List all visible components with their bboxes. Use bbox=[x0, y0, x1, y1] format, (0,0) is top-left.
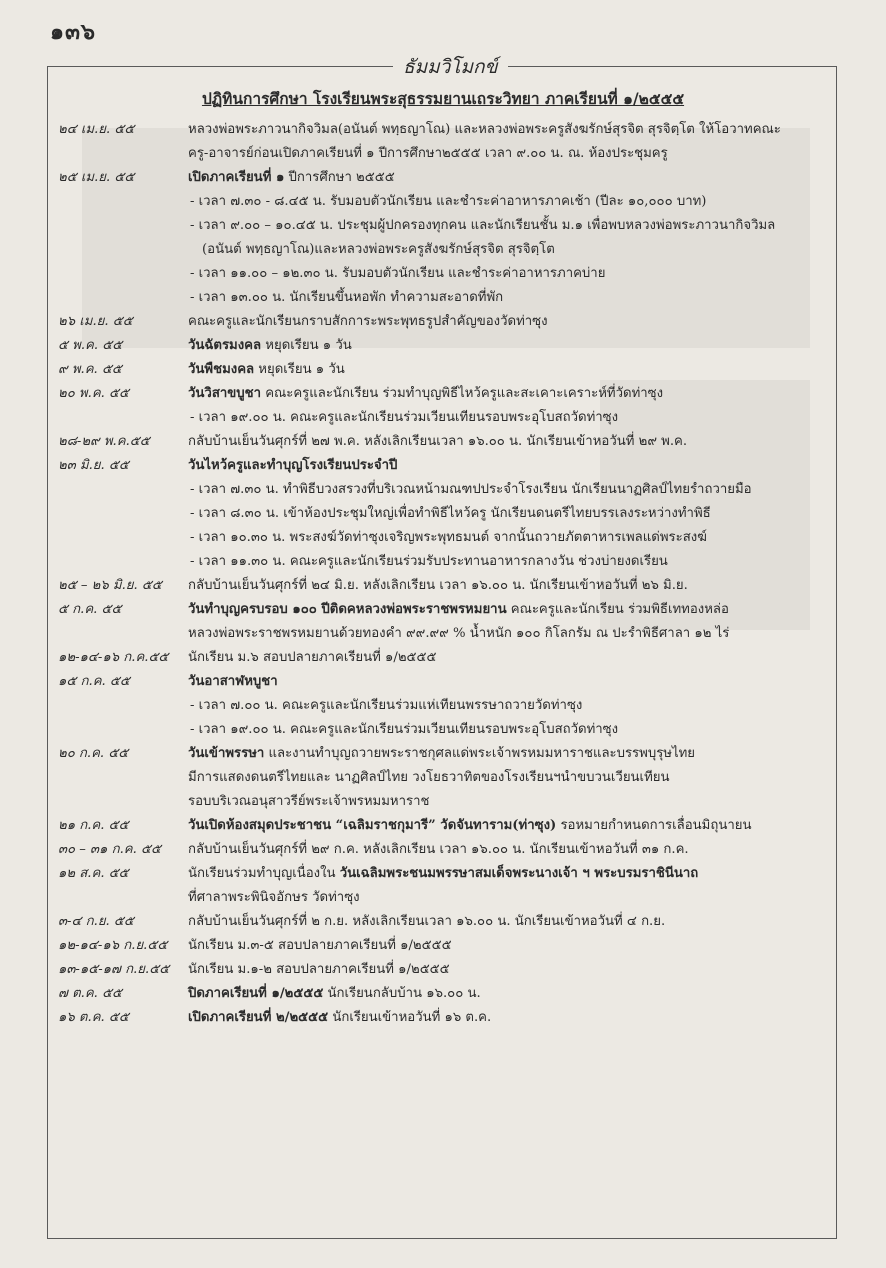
calendar-entry bbox=[58, 166, 828, 310]
entry-date: ๕ ก.ค. ๕๕ bbox=[58, 602, 122, 617]
entry-line bbox=[188, 526, 828, 550]
entry-text: นักเรียน ม.๓-๕ สอบปลายภาคเรียนที่ ๑/๒๕๕๕ bbox=[188, 938, 452, 953]
entry-date: ๒๖ เม.ย. ๕๕ bbox=[58, 314, 133, 329]
entry-line bbox=[188, 358, 828, 382]
entry-text: - เวลา ๙.๐๐ – ๑๐.๔๕ น. ประชุมผู้ปกครองทุกคน และนักเรียนชั้น ม.๑ เพื่อพบหลวงพ่อพระภาวนากิจวิมล bbox=[190, 218, 776, 233]
entry-date: ๒๘-๒๙ พ.ค.๕๕ bbox=[58, 434, 150, 449]
entry-date: ๓๐ – ๓๑ ก.ค. ๕๕ bbox=[58, 842, 161, 857]
entry-date: ๑๕ ก.ค. ๕๕ bbox=[58, 674, 130, 689]
entry-line bbox=[188, 190, 828, 214]
entry-line bbox=[188, 910, 828, 934]
entry-line bbox=[188, 934, 828, 958]
entry-line bbox=[188, 958, 828, 982]
entry-line bbox=[188, 598, 828, 622]
entry-date: ๕ พ.ค. ๕๕ bbox=[58, 338, 123, 353]
entry-date: ๑๒-๑๔-๑๖ ก.ย.๕๕ bbox=[58, 938, 168, 953]
entry-text: - เวลา ๑๑.๓๐ น. คณะครูและนักเรียนร่วมรับประทานอาหารกลางวัน ช่วงบ่ายงดเรียน bbox=[190, 554, 668, 569]
entry-date: ๒๑ ก.ค. ๕๕ bbox=[58, 818, 129, 833]
entry-text: - เวลา ๑๙.๐๐ น. คณะครูและนักเรียนร่วมเวียนเทียนรอบพระอุโบสถวัดท่าซุง bbox=[190, 410, 619, 425]
entry-line bbox=[188, 886, 828, 910]
entry-line bbox=[188, 118, 828, 142]
entry-text: นักเรียน ม.๑-๒ สอบปลายภาคเรียนที่ ๑/๒๕๕๕ bbox=[188, 962, 450, 977]
entry-text: กลับบ้านเย็นวันศุกร์ที่ ๒๙ ก.ค. หลังเลิกเรียน เวลา ๑๖.๐๐ น. นักเรียนเข้าหอวันที่ ๓๑ ก.ค. bbox=[188, 842, 689, 857]
calendar-entry bbox=[58, 646, 828, 670]
entry-line bbox=[188, 310, 828, 334]
entry-line bbox=[188, 574, 828, 598]
entry-line bbox=[188, 718, 828, 742]
entry-date: ๑๒-๑๔-๑๖ ก.ค.๕๕ bbox=[58, 650, 169, 665]
calendar-entry bbox=[58, 574, 828, 598]
entry-lead-text: วันวิสาขบูชา bbox=[188, 386, 262, 401]
calendar-heading: ปฏิทินการศึกษา โรงเรียนพระสุธรรมยานเถระวิทยา ภาคเรียนที่ ๑/๒๕๕๕ bbox=[201, 89, 685, 108]
entry-body bbox=[188, 862, 828, 910]
entry-date: ๒๕ – ๒๖ มิ.ย. ๕๕ bbox=[58, 578, 162, 593]
entry-date: ๙ พ.ค. ๕๕ bbox=[58, 362, 122, 377]
calendar-entry bbox=[58, 862, 828, 910]
entry-lead-text: เปิดภาคเรียนที่ ๒/๒๕๕๕ bbox=[188, 1010, 329, 1025]
entry-date: ๒๕ เม.ย. ๕๕ bbox=[58, 170, 135, 185]
entry-text: ที่ศาลาพระพินิจอักษร วัดท่าซุง bbox=[188, 890, 360, 905]
entry-text: คณะครูและนักเรียน ร่วมพิธีเททองหล่อ bbox=[506, 602, 729, 617]
calendar-entry bbox=[58, 934, 828, 958]
entry-text: นักเรียนร่วมทำบุญเนื่องใน bbox=[188, 866, 340, 881]
entry-line bbox=[188, 382, 828, 406]
entry-line bbox=[188, 742, 828, 766]
entry-lead-text: วันฉัตรมงคล bbox=[188, 338, 262, 353]
entry-date: ๓-๔ ก.ย. ๕๕ bbox=[58, 914, 134, 929]
entry-text: คณะครูและนักเรียน ร่วมทำบุญพิธีไหว้ครูและสะเคาะเคราะห์ที่วัดท่าซุง bbox=[261, 386, 664, 401]
frame-header bbox=[47, 55, 837, 78]
calendar-entry bbox=[58, 910, 828, 934]
entry-body bbox=[188, 166, 828, 310]
entry-text: รอบบริเวณอนุสาวรีย์พระเจ้าพรหมมหาราช bbox=[188, 794, 430, 809]
entry-body bbox=[188, 574, 828, 598]
entry-body bbox=[188, 814, 828, 838]
entry-body bbox=[188, 646, 828, 670]
entry-line bbox=[188, 406, 828, 430]
entry-body bbox=[188, 334, 828, 358]
page-number: ๑๓๖ bbox=[50, 19, 96, 45]
entry-lead-text: ปิดภาคเรียนที่ ๑/๒๕๕๕ bbox=[188, 986, 324, 1001]
entry-line bbox=[188, 838, 828, 862]
calendar-entry bbox=[58, 982, 828, 1006]
entry-date: ๑๖ ต.ค. ๕๕ bbox=[58, 1010, 129, 1025]
entry-body bbox=[188, 958, 828, 982]
calendar-entry bbox=[58, 118, 828, 166]
calendar-entry bbox=[58, 430, 828, 454]
entry-body bbox=[188, 670, 828, 742]
entry-lead-text: วันทำบุญครบรอบ ๑๐๐ ปีติดคหลวงพ่อพระราชพรหมยาน bbox=[188, 602, 507, 617]
entry-body bbox=[188, 382, 828, 430]
entry-line bbox=[188, 454, 828, 478]
calendar-entry bbox=[58, 454, 828, 574]
entry-text: หยุดเรียน ๑ วัน bbox=[261, 338, 352, 353]
entry-line bbox=[188, 694, 828, 718]
entry-text: - เวลา ๘.๓๐ น. เข้าห้องประชุมใหญ่เพื่อทำพิธีไหว้ครู นักเรียนดนตรีไทยบรรเลงระหว่างทำพิธี bbox=[190, 506, 711, 521]
entry-line bbox=[188, 622, 828, 646]
entry-text: - เวลา ๑๑.๐๐ – ๑๒.๓๐ น. รับมอบตัวนักเรียน และชำระค่าอาหารภาคบ่าย bbox=[190, 266, 606, 281]
entry-body bbox=[188, 838, 828, 862]
entry-date: ๗ ต.ค. ๕๕ bbox=[58, 986, 123, 1001]
entry-line bbox=[188, 238, 828, 262]
entry-line bbox=[188, 646, 828, 670]
entry-body bbox=[188, 310, 828, 334]
entry-lead-text: วันไหว้ครูและทำบุญโรงเรียนประจำปี bbox=[188, 458, 398, 473]
entry-line bbox=[188, 814, 828, 838]
entry-text: นักเรียน ม.๖ สอบปลายภาคเรียนที่ ๑/๒๕๕๕ bbox=[188, 650, 437, 665]
entry-body bbox=[188, 910, 828, 934]
calendar-entry bbox=[58, 670, 828, 742]
entry-line bbox=[188, 478, 828, 502]
entry-body bbox=[188, 358, 828, 382]
entry-body bbox=[188, 1006, 828, 1030]
calendar-entry bbox=[58, 358, 828, 382]
entry-line bbox=[188, 166, 828, 190]
entry-text: รอหมายกำหนดการเลื่อนมิถุนายน bbox=[556, 818, 752, 833]
entry-date: ๒๐ พ.ค. ๕๕ bbox=[58, 386, 129, 401]
entry-text: กลับบ้านเย็นวันศุกร์ที่ ๒๗ พ.ค. หลังเลิกเรียนเวลา ๑๖.๐๐ น. นักเรียนเข้าหอวันที่ ๒๙ พ.ค. bbox=[188, 434, 688, 449]
entry-text: นักเรียนเข้าหอวันที่ ๑๖ ต.ค. bbox=[328, 1010, 492, 1025]
entry-text: - เวลา ๑๙.๐๐ น. คณะครูและนักเรียนร่วมเวียนเทียนรอบพระอุโบสถวัดท่าซุง bbox=[190, 722, 619, 737]
entry-body bbox=[188, 454, 828, 574]
entry-line bbox=[188, 142, 828, 166]
entry-text: - เวลา ๑๐.๓๐ น. พระสงฆ์วัดท่าซุงเจริญพระพุทธมนต์ จากนั้นถวายภัตตาหารเพลแด่พระสงฆ์ bbox=[190, 530, 707, 545]
entry-text: มีการแสดงดนตรีไทยและ นาฏศิลป์ไทย วงโยธวาทิตของโรงเรียนฯนำขบวนเวียนเทียน bbox=[188, 770, 670, 785]
entry-line bbox=[188, 670, 828, 694]
entry-line bbox=[188, 790, 828, 814]
entry-line bbox=[188, 262, 828, 286]
entry-lead-text: วันเฉลิมพระชนมพรรษาสมเด็จพระนางเจ้า ฯ พระบรมราชินีนาถ bbox=[339, 866, 699, 881]
entry-lead-text: วันอาสาฬหบูชา bbox=[188, 674, 278, 689]
calendar-entry bbox=[58, 814, 828, 838]
entry-text: และงานทำบุญถวายพระราชกุศลแด่พระเจ้าพรหมมหาราชและบรรพบุรุษไทย bbox=[264, 746, 696, 761]
entry-text: - เวลา ๗.๓๐ น. ทำพิธีบวงสรวงที่บริเวณหน้ามณฑปประจำโรงเรียน นักเรียนนาฏศิลป์ไทยรำถวายมือ bbox=[190, 482, 752, 497]
calendar-entry bbox=[58, 310, 828, 334]
entry-date: ๒๔ เม.ย. ๕๕ bbox=[58, 122, 135, 137]
entry-date: ๑๒ ส.ค. ๕๕ bbox=[58, 866, 129, 881]
entry-lead-text: วันเข้าพรรษา bbox=[188, 746, 265, 761]
section-title: ธัมมวิโมกข์ bbox=[393, 52, 508, 82]
entry-text: หลวงพ่อพระภาวนากิจวิมล(อนันต์ พทฺธญาโณ) และหลวงพ่อพระครูสังฆรักษ์สุรจิต สุรจิตฺโต ให้โอวาทคณะ bbox=[188, 122, 781, 137]
entry-text: หยุดเรียน ๑ วัน bbox=[254, 362, 345, 377]
entry-date: ๑๓-๑๕-๑๗ ก.ย.๕๕ bbox=[58, 962, 170, 977]
calendar-entry bbox=[58, 382, 828, 430]
entry-body bbox=[188, 118, 828, 166]
calendar-entry bbox=[58, 598, 828, 646]
entry-body bbox=[188, 430, 828, 454]
entry-lead-text: วันเปิดห้องสมุดประชาชน “เฉลิมราชกุมารี” วัดจันทาราม(ท่าซุง) bbox=[188, 818, 557, 833]
calendar-entry bbox=[58, 1006, 828, 1030]
entry-text: - เวลา ๗.๐๐ น. คณะครูและนักเรียนร่วมแห่เทียนพรรษาถวายวัดท่าซุง bbox=[190, 698, 583, 713]
entry-line bbox=[188, 862, 828, 886]
entry-line bbox=[188, 502, 828, 526]
entry-text: คณะครูและนักเรียนกราบสักการะพระพุทธรูปสำคัญของวัดท่าซุง bbox=[188, 314, 548, 329]
calendar-entries bbox=[58, 118, 828, 1030]
entry-text: กลับบ้านเย็นวันศุกร์ที่ ๒๔ มิ.ย. หลังเลิกเรียน เวลา ๑๖.๐๐ น. นักเรียนเข้าหอวันที่ ๒๖ มิ.ย. bbox=[188, 578, 688, 593]
calendar-entry bbox=[58, 334, 828, 358]
entry-date: ๒๓ มิ.ย. ๕๕ bbox=[58, 458, 129, 473]
entry-text: ปีการศึกษา ๒๕๕๕ bbox=[284, 170, 395, 185]
calendar-entry bbox=[58, 838, 828, 862]
entry-body bbox=[188, 934, 828, 958]
entry-body bbox=[188, 982, 828, 1006]
entry-text: หลวงพ่อพระราชพรหมยานด้วยทองคำ ๙๙.๙๙ % น้ำหนัก ๑๐๐ กิโลกรัม ณ ปะรำพิธีศาลา ๑๒ ไร่ bbox=[188, 626, 730, 641]
entry-text: ครู-อาจารย์ก่อนเปิดภาคเรียนที่ ๑ ปีการศึกษา๒๕๕๕ เวลา ๙.๐๐ น. ณ. ห้องประชุมครู bbox=[188, 146, 668, 161]
calendar-entry bbox=[58, 958, 828, 982]
entry-date: ๒๐ ก.ค. ๕๕ bbox=[58, 746, 129, 761]
entry-text: - เวลา ๑๓.๐๐ น. นักเรียนขึ้นหอพัก ทำความสะอาดที่พัก bbox=[190, 290, 504, 305]
entry-body bbox=[188, 742, 828, 814]
entry-line bbox=[188, 982, 828, 1006]
entry-text: นักเรียนกลับบ้าน ๑๖.๐๐ น. bbox=[323, 986, 481, 1001]
entry-text: กลับบ้านเย็นวันศุกร์ที่ ๒ ก.ย. หลังเลิกเรียนเวลา ๑๖.๐๐ น. นักเรียนเข้าหอวันที่ ๔ ก.ย. bbox=[188, 914, 666, 929]
calendar-entry bbox=[58, 742, 828, 814]
entry-line bbox=[188, 550, 828, 574]
entry-line bbox=[188, 430, 828, 454]
entry-line bbox=[188, 214, 828, 238]
entry-line bbox=[188, 1006, 828, 1030]
entry-line bbox=[188, 766, 828, 790]
entry-body bbox=[188, 598, 828, 646]
entry-text: (อนันต์ พทฺธญาโณ)และหลวงพ่อพระครูสังฆรักษ์สุรจิต สุรจิตฺโต bbox=[202, 242, 555, 257]
entry-line bbox=[188, 286, 828, 310]
entry-lead-text: วันพืชมงคล bbox=[188, 362, 255, 377]
entry-lead-text: เปิดภาคเรียนที่ ๑ bbox=[188, 170, 285, 185]
entry-text: - เวลา ๗.๓๐ - ๘.๔๕ น. รับมอบตัวนักเรียน และชำระค่าอาหารภาคเช้า (ปีละ ๑๐,๐๐๐ บาท) bbox=[190, 194, 707, 209]
entry-line bbox=[188, 334, 828, 358]
